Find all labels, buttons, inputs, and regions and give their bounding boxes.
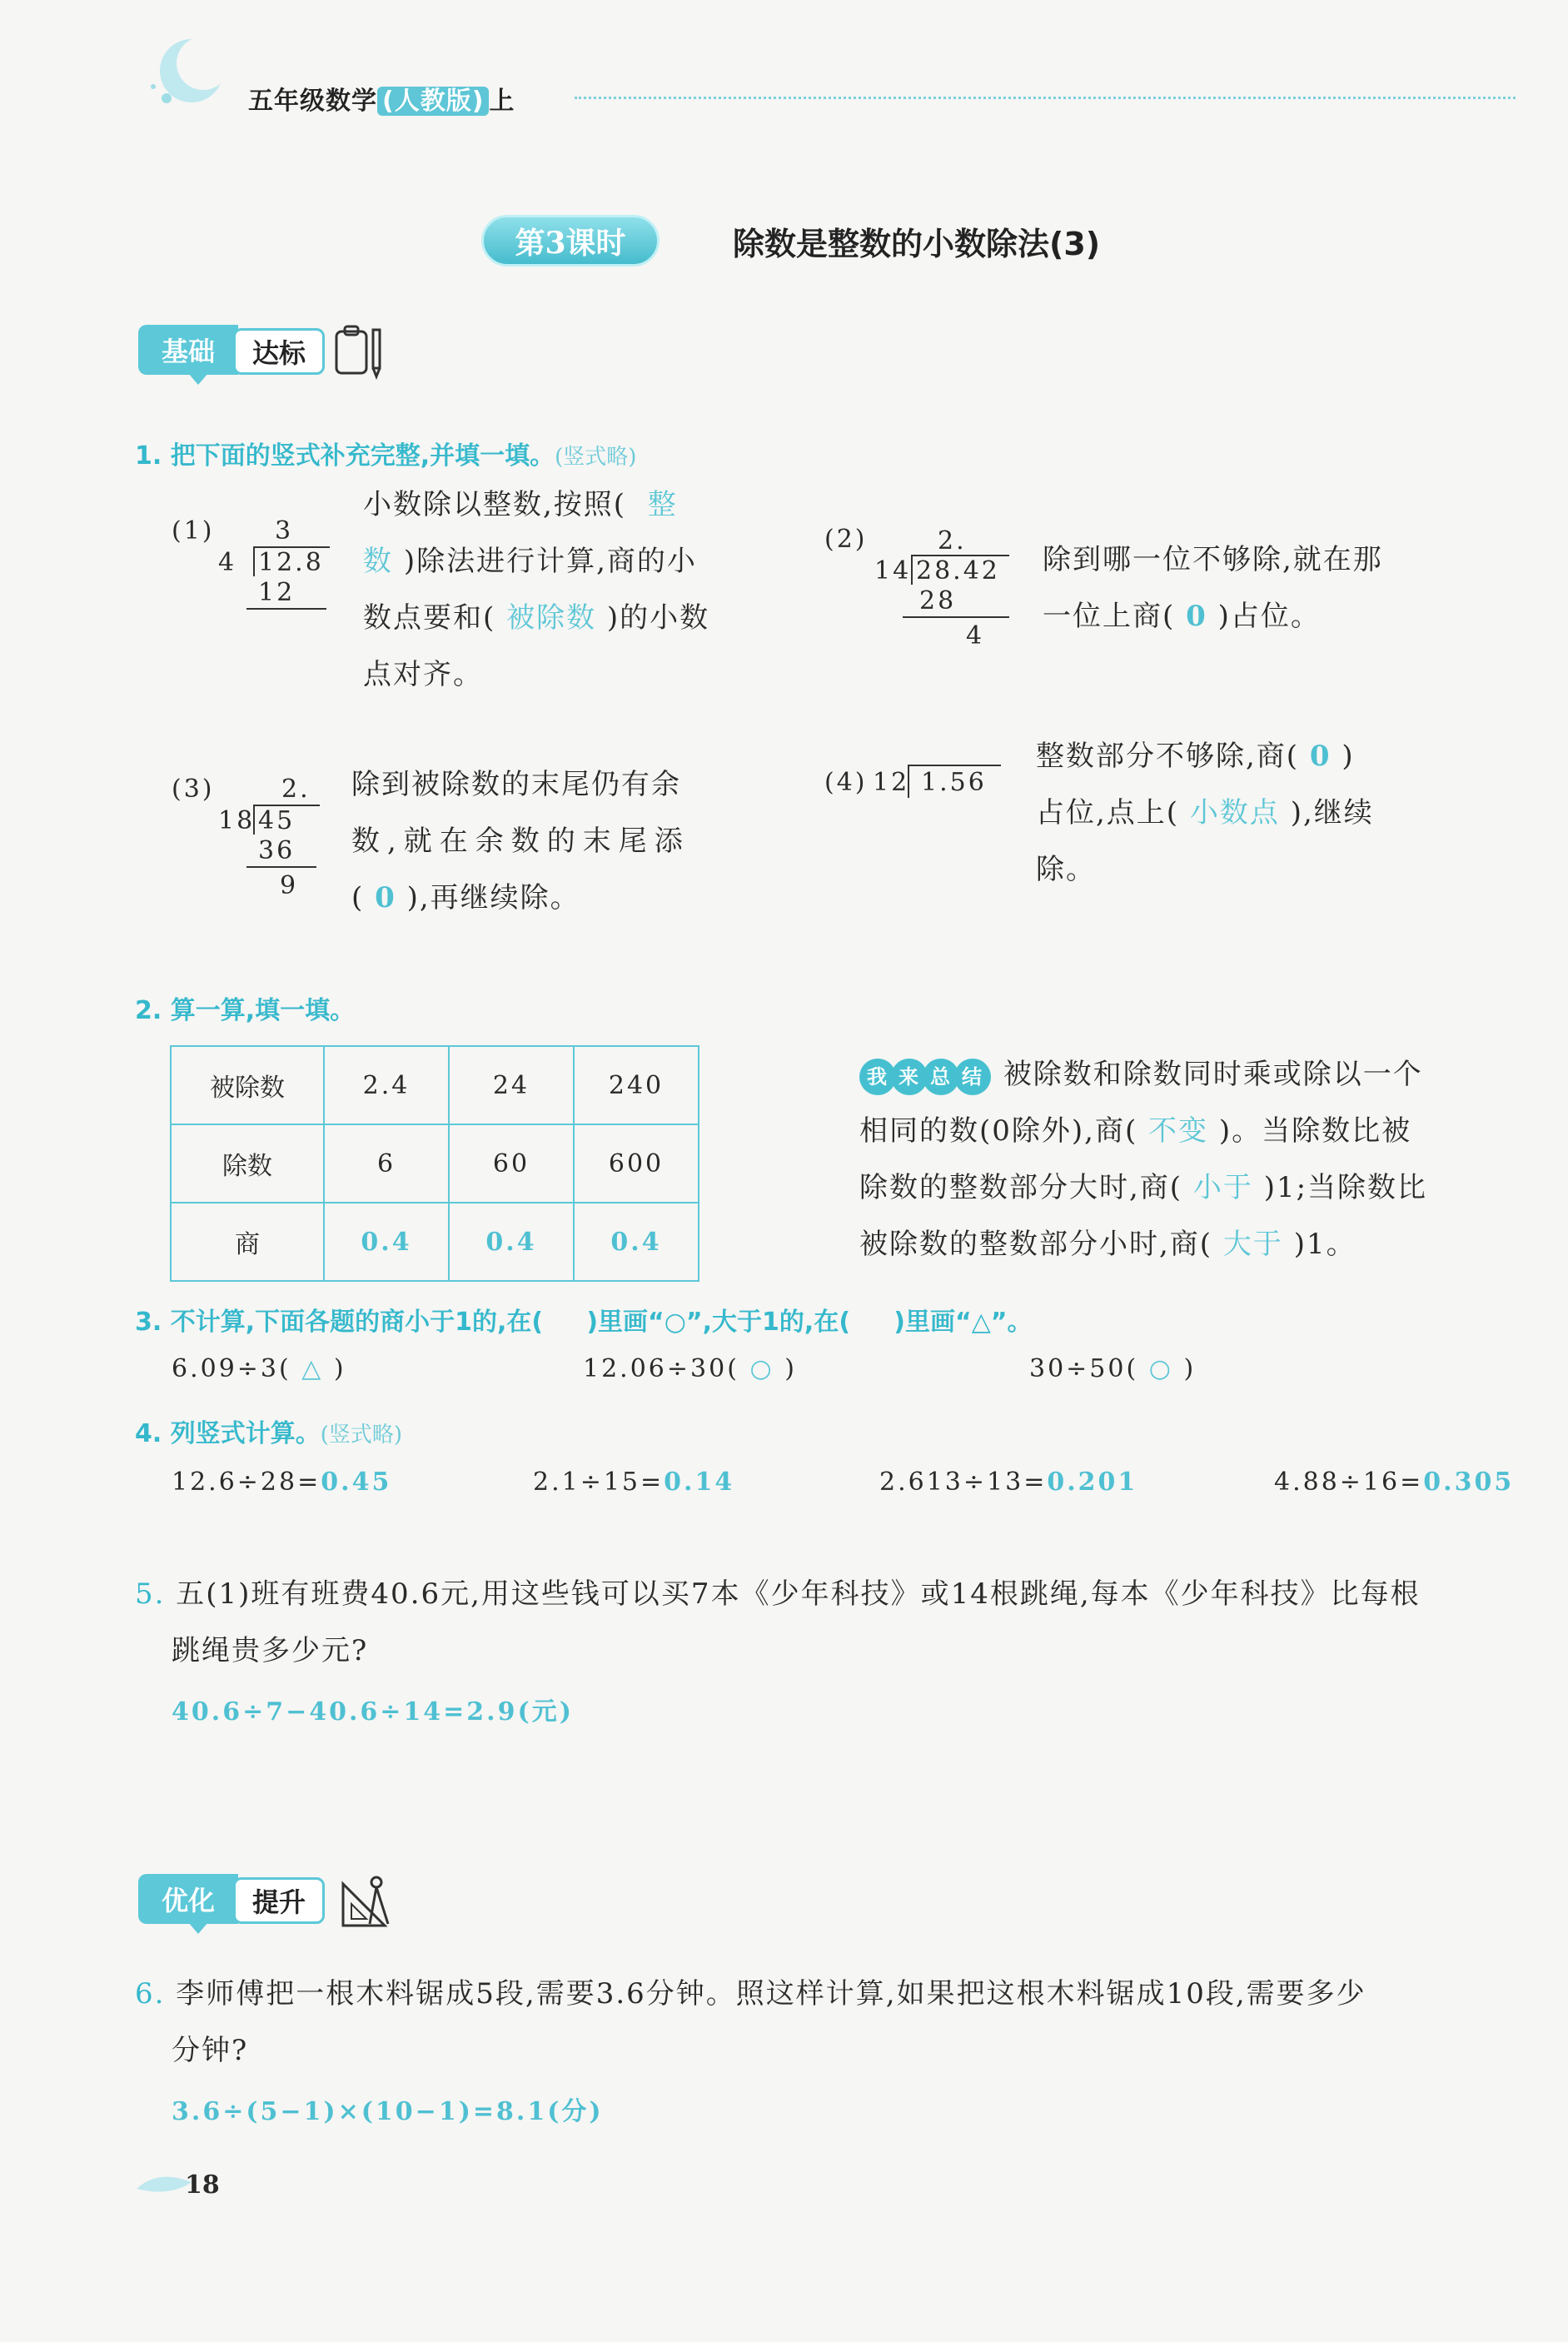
q2-summary-line4a: 被除数的整数部分小时,商( [859, 1228, 1213, 1261]
summary-bubble: 结 [954, 1059, 991, 1095]
q1-p1-division-hook [253, 546, 255, 576]
q1-p2-product: 28 [919, 586, 957, 615]
q1-p3-answer-c: 0 [375, 881, 396, 914]
q2-summary-line3a: 除数的整数部分大时,商( [859, 1171, 1183, 1204]
q1-p1-quotient: 3 [275, 516, 294, 546]
q1-p3-remainder: 9 [280, 871, 299, 900]
clipboard-pencil-icon [333, 321, 386, 381]
q1-p1-underline [246, 608, 326, 610]
q4-note: (竖式略) [320, 1423, 403, 1448]
q1-p4-division-hook [908, 765, 909, 798]
table-cell: 被除数 [171, 1046, 324, 1124]
q5-line2: 跳绳贵多少元? [172, 1634, 369, 1667]
q1-p4-text-a2: ) [1342, 740, 1355, 773]
q1-p3-text [351, 756, 768, 926]
q2-summary-line4b: )1。 [1293, 1228, 1356, 1261]
lesson-title: 除数是整数的小数除法(3) [733, 226, 1101, 262]
q1-p2-underline [903, 616, 1009, 618]
q1-p2-dividend: 28.42 [916, 556, 1000, 586]
header-divider [575, 97, 1516, 99]
q1-p4-label: (4) [824, 768, 868, 797]
q4-heading-text: 4. 列竖式计算。 [135, 1419, 321, 1448]
q1-p4-text-a1: 整数部分不够除,商( [1036, 740, 1300, 773]
q1-p2-answer-b: 0 [1186, 600, 1207, 633]
table-cell: 24 [449, 1046, 574, 1124]
q2-summary-answer1: 不变 [1148, 1114, 1209, 1148]
q1-p1-product: 12 [258, 578, 296, 607]
q1-p4-division-bar [908, 765, 1001, 766]
table-cell: 商 [171, 1203, 324, 1281]
table-cell-answer: 0.4 [449, 1203, 574, 1281]
q2-summary-line3b: )1;当除数比 [1263, 1171, 1428, 1204]
q1-p2-divisor: 14 [874, 556, 912, 586]
q1-p2-text-a: 除到哪一位不够除,就在那 [1043, 543, 1383, 576]
q1-p3-dividend: 45 [258, 806, 296, 835]
table-cell: 240 [574, 1046, 699, 1124]
q4-item: 12.6÷28=0.45 [172, 1467, 392, 1497]
q1-p3-label: (3) [172, 775, 215, 804]
q2-summary-line2b: )。当除数比被 [1218, 1114, 1412, 1148]
q6-line1: 李师傅把一根木料锯成5段,需要3.6分钟。照这样计算,如果把这根木料锯成10段,需要多少 [176, 1977, 1366, 2011]
book-title-suffix: 上 [489, 87, 515, 116]
q3-item: 6.09÷3( △ ) [172, 1354, 346, 1383]
header-logo [142, 33, 233, 117]
q5-question [135, 1566, 1534, 1679]
q1-p1-text-b: )除法进行计算,商的小 [403, 545, 697, 578]
table-cell: 6 [324, 1124, 449, 1203]
section-advance-left: 优化 [138, 1874, 238, 1924]
section-basic-left: 基础 [138, 325, 238, 375]
section-advance-right: 提升 [233, 1877, 325, 1924]
book-edition: (人教版) [377, 87, 489, 116]
q1-p1-label: (1) [172, 516, 215, 546]
section-basic-right: 达标 [233, 328, 325, 375]
q2-summary-line2a: 相同的数(0除外),商( [859, 1114, 1138, 1148]
q3-heading [135, 1301, 1032, 1338]
page-number: 18 [185, 2170, 220, 2200]
table-cell: 2.4 [324, 1046, 449, 1124]
q1-p3-text-a: 除到被除数的末尾仍有余 [351, 768, 681, 801]
q1-p2-label: (2) [824, 525, 868, 554]
q1-p2-text-c: )占位。 [1217, 600, 1321, 633]
q4-answer: 0.14 [664, 1467, 735, 1497]
q3-heading-b: )里画“○”,大于1的,在( [586, 1308, 851, 1337]
q1-p3-text-c2: ),再继续除。 [406, 881, 580, 914]
q1-p1-text-e: 点对齐。 [363, 658, 483, 691]
q1-p1-answer-a1: 整 [647, 488, 678, 521]
q1-heading-text: 1. 把下面的竖式补充完整,并填一填。 [135, 441, 555, 471]
q1-p2-text [1043, 531, 1476, 645]
q6-question [135, 1966, 1534, 2079]
section-basic-badge [138, 325, 338, 383]
q1-p3-divisor: 18 [218, 806, 256, 835]
moon-icon [142, 33, 233, 117]
q2-summary [859, 1046, 1526, 1273]
q3-heading-a: 3. 不计算,下面各题的商小于1的,在( [135, 1308, 544, 1337]
q1-p2-remainder: 4 [966, 621, 985, 650]
table-row [171, 1046, 699, 1124]
q1-p3-product: 36 [258, 836, 296, 865]
q4-answer: 0.45 [321, 1467, 392, 1497]
quotient-table [170, 1045, 699, 1282]
book-title [248, 80, 515, 117]
summary-bubble: 我 [859, 1059, 896, 1095]
q1-note: (竖式略) [555, 445, 637, 470]
q1-p3-division-hook [253, 805, 255, 835]
q1-p4-answer-a: 0 [1309, 740, 1332, 773]
q2-summary-answer3: 大于 [1222, 1228, 1283, 1261]
q1-p3-quotient: 2. [281, 775, 311, 804]
q4-answer: 0.201 [1047, 1467, 1138, 1497]
table-cell: 除数 [171, 1124, 324, 1203]
q1-p3-text-b: 数,就在余数的末尾添 [351, 825, 690, 858]
q1-p1-answer-c: 被除数 [506, 601, 597, 635]
book-title-prefix: 五年级数学 [248, 87, 377, 116]
lesson-badge: 第3课时 [481, 215, 660, 267]
q1-p1-text-a: 小数除以整数,按照( [363, 488, 627, 521]
q3-item: 12.06÷30( ○ ) [583, 1354, 797, 1383]
table-cell: 60 [449, 1124, 574, 1203]
q6-answer: 3.6÷(5−1)×(10−1)=8.1(分) [172, 2097, 604, 2126]
q4-item: 2.1÷15=0.14 [533, 1467, 735, 1497]
triangle-mark: △ [301, 1354, 324, 1383]
table-cell-answer: 0.4 [574, 1203, 699, 1281]
q6-number: 6. [135, 1977, 166, 2011]
q1-p3-underline [246, 866, 316, 868]
q4-heading [135, 1413, 402, 1449]
section-advance-badge [138, 1874, 338, 1932]
q1-p4-text-b2: ),继续 [1290, 796, 1374, 830]
q3-item: 30÷50( ○ ) [1029, 1354, 1197, 1383]
q1-p4-text [1036, 728, 1502, 898]
q2-summary-line1: 被除数和除数同时乘或除以一个 [1003, 1058, 1423, 1091]
q1-p3-text-c1: ( [351, 881, 365, 914]
summary-bubble: 来 [891, 1059, 928, 1095]
table-cell-answer: 0.4 [324, 1203, 449, 1281]
q5-answer: 40.6÷7−40.6÷14=2.9(元) [172, 1697, 574, 1727]
q6-line2: 分钟? [172, 2034, 249, 2067]
q5-number: 5. [135, 1577, 166, 1611]
q1-heading [135, 435, 636, 471]
q1-p1-answer-a2: 数 [363, 545, 393, 578]
ruler-compass-icon [338, 1871, 398, 1931]
q2-heading: 2. 算一算,填一填。 [135, 996, 356, 1025]
q1-p2-division-hook [911, 555, 913, 585]
table-row [171, 1124, 699, 1203]
q5-line1: 五(1)班有班费40.6元,用这些钱可以买7本《少年科技》或14根跳绳,每本《少年科技》比每根 [176, 1577, 1421, 1611]
q1-p1-text-d: )的小数 [606, 601, 710, 635]
table-cell: 600 [574, 1124, 699, 1203]
q1-p2-text-b: 一位上商( [1043, 600, 1176, 633]
q1-p1-text-c: 数点要和( [363, 601, 496, 635]
circle-mark: ○ [1148, 1354, 1173, 1383]
summary-bubble: 总 [923, 1059, 959, 1095]
q2-summary-answer2: 小于 [1192, 1171, 1253, 1204]
q1-p1-dividend: 12.8 [258, 548, 324, 577]
q1-p4-answer-b: 小数点 [1189, 796, 1280, 830]
q1-p4-text-c: 除。 [1036, 853, 1096, 886]
q1-p4-divisor: 12 [873, 768, 910, 797]
q1-p1-text [363, 476, 763, 703]
q1-p2-quotient: 2. [938, 526, 967, 556]
q3-heading-c: )里画“△”。 [894, 1308, 1033, 1337]
q4-item: 4.88÷16=0.305 [1274, 1467, 1515, 1497]
q1-p1-divisor: 4 [218, 548, 237, 577]
circle-mark: ○ [749, 1354, 774, 1383]
q1-p4-dividend: 1.56 [921, 768, 987, 797]
q4-answer: 0.305 [1423, 1467, 1515, 1497]
q1-p4-text-b1: 占位,点上( [1036, 796, 1180, 830]
q4-item: 2.613÷13=0.201 [879, 1467, 1138, 1497]
table-row [171, 1203, 699, 1281]
